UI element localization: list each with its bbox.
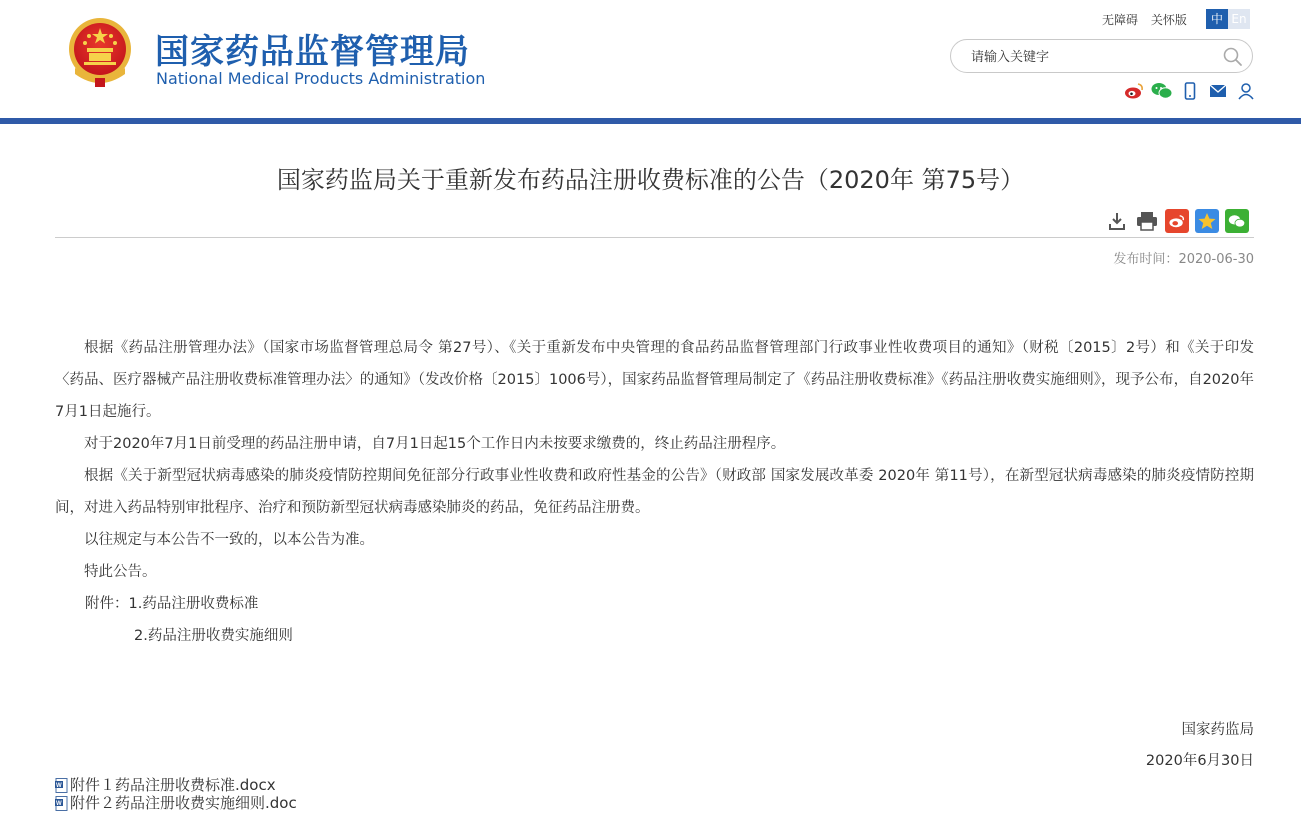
- article-title: 国家药监局关于重新发布药品注册收费标准的公告（2020年 第75号）: [276, 166, 1025, 194]
- publish-date: [1113, 248, 1254, 267]
- lang-en-button[interactable]: En: [1228, 9, 1250, 29]
- care-mode-link[interactable]: 关怀版: [1150, 13, 1187, 27]
- lang-cn-button[interactable]: 中: [1206, 9, 1228, 29]
- social-links: [1123, 81, 1257, 101]
- share-wechat-icon[interactable]: [1225, 209, 1249, 233]
- attachments-item-2: 2.药品注册收费实施细则: [134, 628, 293, 644]
- site-title-cn[interactable]: 国家药品监督管理局: [155, 32, 470, 72]
- attachments-label: 附件：1.药品注册收费标准: [85, 596, 259, 612]
- share-qzone-icon[interactable]: [1195, 209, 1219, 233]
- word-doc-icon: [55, 778, 69, 793]
- svg-text:W: W: [56, 782, 62, 789]
- accessibility-link[interactable]: 无障碍: [1102, 13, 1139, 27]
- search-input[interactable]: [969, 46, 1213, 68]
- site-title-en[interactable]: National Medical Products Administration: [156, 69, 486, 88]
- attachment-files: [55, 776, 297, 812]
- wechat-icon[interactable]: [1151, 81, 1173, 101]
- mobile-icon[interactable]: [1179, 81, 1201, 101]
- attachment-file-link[interactable]: [55, 794, 297, 812]
- publish-label: 发布时间：: [1113, 252, 1179, 267]
- header-bar: [0, 118, 1301, 124]
- search-icon[interactable]: [1222, 46, 1244, 68]
- share-weibo-icon[interactable]: [1165, 209, 1189, 233]
- body-paragraph: 根据《关于新型冠状病毒感染的肺炎疫情防控期间免征部分行政事业性收费和政府性基金的公告》（财政部 国家发展改革委 2020年 第11号），在新型冠状病毒感染的肺炎疫情防控期间，对进入药品特别审批程序、治疗和预防新型冠状病毒感染肺炎的药品，免征药品注册费。: [55, 468, 1254, 516]
- search-box: [950, 39, 1253, 73]
- body-paragraph: 以往规定与本公告不一致的，以本公告为准。: [84, 532, 374, 548]
- signature-org: 国家药监局: [1181, 722, 1254, 738]
- svg-text:W: W: [56, 800, 62, 807]
- national-emblem-icon[interactable]: [67, 16, 133, 88]
- attachment-file-link[interactable]: [55, 776, 297, 794]
- language-switch: [1206, 9, 1250, 29]
- article-tools: [1105, 209, 1249, 233]
- signature-date: 2020年6月30日: [1145, 753, 1254, 769]
- download-icon[interactable]: [1105, 209, 1129, 233]
- body-paragraph: 特此公告。: [84, 564, 157, 580]
- weibo-icon[interactable]: [1123, 81, 1145, 101]
- print-icon[interactable]: [1135, 209, 1159, 233]
- top-links: [1102, 11, 1196, 28]
- title-divider: [55, 237, 1254, 238]
- site-header: [0, 0, 1301, 118]
- attachment-file-name[interactable]: 附件２药品注册收费实施细则.doc: [70, 794, 297, 812]
- attachment-file-name[interactable]: 附件１药品注册收费标准.docx: [70, 776, 276, 794]
- article-body: [55, 332, 1254, 652]
- body-paragraph: 根据《药品注册管理办法》（国家市场监督管理总局令 第27号）、《关于重新发布中央管理的食品药品监督管理部门行政事业性收费项目的通知》（财税〔2015〕2号）和《关于印发〈药品、医疗器械产品注册收费标准管理办法〉的通知》（发改价格〔2015〕1006号），国家药品监督管理局制定了《药品注册收费标准》《药品注册收费实施细则》，现予公布，自2020年7月1日起施行。: [55, 340, 1254, 420]
- user-icon[interactable]: [1235, 81, 1257, 101]
- publish-date-value: 2020-06-30: [1178, 252, 1254, 267]
- word-doc-icon: [55, 796, 69, 811]
- body-paragraph: 对于2020年7月1日前受理的药品注册申请，自7月1日起15个工作日内未按要求缴费的，终止药品注册程序。: [84, 436, 786, 452]
- mail-icon[interactable]: [1207, 81, 1229, 101]
